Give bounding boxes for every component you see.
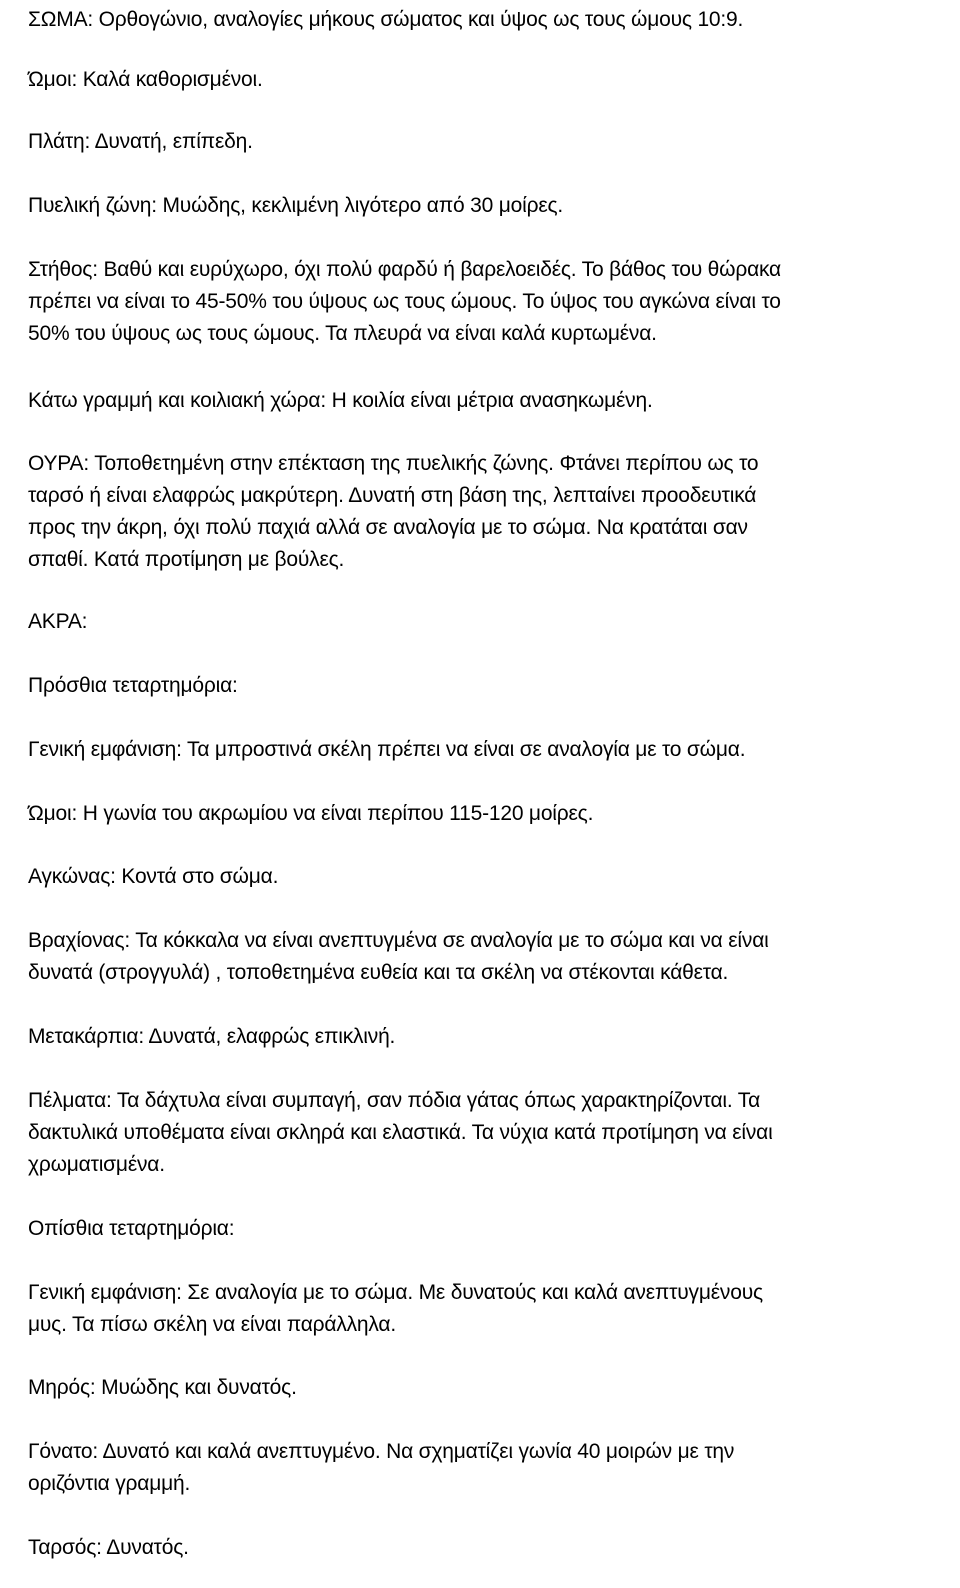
- paragraph-feet: Πέλματα: Τα δάχτυλα είναι συμπαγή, σαν πόδια γάτας όπως χαρακτηρίζονται. Τα δακτυλικά υποθέματα είναι σκληρά και ελαστικά. Τα νύχια κατά προτίμηση να είναι χρωματισμένα.: [28, 1089, 773, 1176]
- paragraph-metacarpus: Μετακάρπια: Δυνατά, ελαφρώς επικλινή.: [28, 1025, 396, 1048]
- heading-forequarters: Πρόσθια τεταρτημόρια:: [28, 674, 238, 697]
- paragraph-fore-shoulders: Ώμοι: Η γωνία του ακρωμίου να είναι περίπου 115-120 μοίρες.: [28, 802, 594, 825]
- paragraph-thigh: Μηρός: Μυώδης και δυνατός.: [28, 1376, 297, 1399]
- paragraph-chest: Στήθος: Βαθύ και ευρύχωρο, όχι πολύ φαρδύ ή βαρελοειδές. Το βάθος του θώρακα πρέπει να είναι το 45-50% του ύψους ως τους ώμους. Το ύψος του αγκώνα είναι το 50% του ύψους ως τους ώμους. Τα πλευρά να είναι καλά κυρτωμένα.: [28, 258, 781, 345]
- paragraph-shoulders: Ώμοι: Καλά καθορισμένοι.: [28, 68, 263, 91]
- paragraph-body: ΣΩΜΑ: Ορθογώνιο, αναλογίες μήκους σώματος και ύψος ως τους ώμους 10:9.: [28, 8, 744, 31]
- paragraph-forearm: Βραχίονας: Τα κόκκαλα να είναι ανεπτυγμένα σε αναλογία με το σώμα και να είναι δυνατά (στρογγυλά) , τοποθετημένα ευθεία και τα σκέλη να στέκονται κάθετα.: [28, 929, 769, 984]
- paragraph-stifle: Γόνατο: Δυνατό και καλά ανεπτυγμένο. Να σχηματίζει γωνία 40 μοιρών με την οριζόντια γραμμή.: [28, 1440, 735, 1495]
- paragraph-fore-general: Γενική εμφάνιση: Τα μπροστινά σκέλη πρέπει να είναι σε αναλογία με το σώμα.: [28, 738, 746, 761]
- paragraph-underline: Κάτω γραμμή και κοιλιακή χώρα: Η κοιλία είναι μέτρια ανασηκωμένη.: [28, 389, 653, 412]
- paragraph-elbow: Αγκώνας: Κοντά στο σώμα.: [28, 865, 279, 888]
- paragraph-back: Πλάτη: Δυνατή, επίπεδη.: [28, 130, 253, 153]
- paragraph-hock: Ταρσός: Δυνατός.: [28, 1536, 189, 1559]
- heading-hindquarters: Οπίσθια τεταρτημόρια:: [28, 1217, 235, 1240]
- paragraph-tail: ΟΥΡΑ: Τοποθετημένη στην επέκταση της πυελικής ζώνης. Φτάνει περίπου ως το ταρσό ή είναι ελαφρώς μακρύτερη. Δυνατή στη βάση της, λεπταίνει προοδευτικά προς την άκρη, όχι πολύ παχιά αλλά σε αναλογία με το σώμα. Να κρατάται σαν σπαθί. Κατά προτίμηση με βούλες.: [28, 452, 759, 571]
- heading-limbs: ΑΚΡΑ:: [28, 610, 88, 633]
- paragraph-pelvic-girdle: Πυελική ζώνη: Μυώδης, κεκλιμένη λιγότερο από 30 μοίρες.: [28, 194, 564, 217]
- paragraph-hind-general: Γενική εμφάνιση: Σε αναλογία με το σώμα. Με δυνατούς και καλά ανεπτυγμένους μυς. Τα πίσω σκέλη να είναι παράλληλα.: [28, 1281, 763, 1336]
